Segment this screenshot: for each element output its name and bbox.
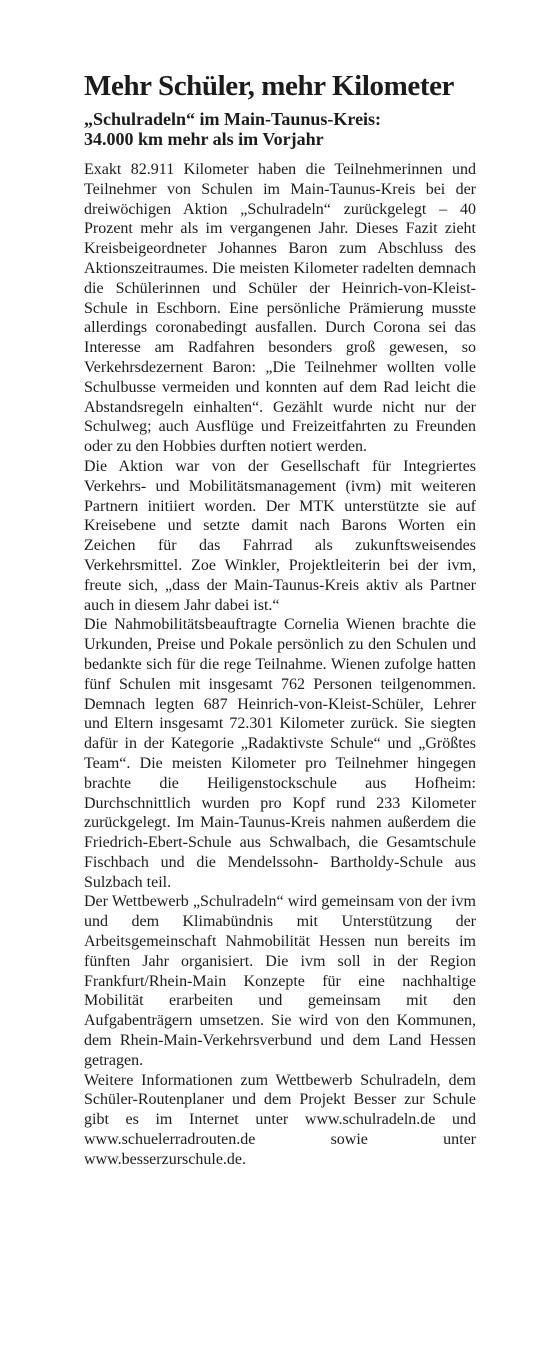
paragraph-5: Weitere Informationen zum Wettbewerb Schulradeln, dem Schüler-Routenplaner und dem Projekt Besser zur Schule gibt es im Internet unter www.schulradeln.de und www.schuelerradrouten.de sowie unter www.besserzurschule.de. bbox=[84, 1071, 476, 1168]
newspaper-article bbox=[84, 68, 476, 1170]
subheadline-line-1: „Schulradeln“ im Main-Taunus-Kreis: bbox=[84, 109, 382, 129]
paragraph-2: Die Aktion war von der Gesellschaft für Integriertes Verkehrs- und Mobilitätsmanagement (ivm) mit weiteren Partnern initiiert worden. Der MTK unterstützte sie auf Kreisebene und setzte damit nach Barons Worten ein Zeichen für das Fahrrad als zukunftsweisendes Verkehrsmittel. Zoe Winkler, Projektleiterin bei der ivm, freute sich, „dass der Main-Taunus-Kreis aktiv als Partner auch in diesem Jahr dabei ist.“ bbox=[84, 457, 476, 614]
article-subheadline bbox=[84, 109, 476, 149]
paragraph-4: Der Wettbewerb „Schulradeln“ wird gemeinsam von der ivm und dem Klimabündnis mit Unterstützung der Arbeitsgemeinschaft Nahmobilität Hessen nun bereits im fünften Jahr organisiert. Die ivm soll in der Region Frankfurt/Rhein-Main Konzepte für eine nachhaltige Mobilität erarbeiten und gemeinsam mit den Aufgabenträgern umsetzen. Sie wird von den Kommunen, dem Rhein-Main-Verkehrsverbund und dem Land Hessen getragen. bbox=[84, 893, 476, 1069]
subheadline-line-2: 34.000 km mehr als im Vorjahr bbox=[84, 129, 324, 149]
article-body bbox=[84, 160, 476, 1170]
paragraph-3: Die Nahmobilitätsbeauftragte Cornelia Wienen brachte die Urkunden, Preise und Pokale persönlich zu den Schulen und bedankte sich für die rege Teilnahme. Wienen zufolge hatten fünf Schulen mit insgesamt 762 Personen teilgenommen. Demnach legten 687 Heinrich-von-Kleist-Schüler, Lehrer und Eltern insgesamt 72.301 Kilometer zurück. Sie siegten dafür in der Kategorie „Radaktivste Schule“ und „Größtes Team“. Die meisten Kilometer pro Teilnehmer hingegen brachte die Heiligenstockschule aus Hofheim: Durchschnittlich wurden pro Kopf rund 233 Kilometer zurückgelegt. Im Main-Taunus-Kreis nahmen außerdem die Friedrich-Ebert-Schule aus Schwalbach, die Gesamtschule Fischbach und die Mendelssohn- Bartholdy-Schule aus Sulzbach teil. bbox=[84, 616, 476, 891]
article-headline: Mehr Schüler, mehr Kilometer bbox=[84, 70, 455, 102]
paragraph-1: Exakt 82.911 Kilometer haben die Teilnehmerinnen und Teilnehmer von Schulen im Main-Taunus-Kreis bei der dreiwöchigen Aktion „Schulradeln“ zurückgelegt – 40 Prozent mehr als im vergangenen Jahr. Dieses Fazit zieht Kreisbeigeordneter Johannes Baron zum Abschluss des Aktionszeitraumes. Die meisten Kilometer radelten demnach die Schülerinnen und Schüler der Heinrich-von-Kleist-Schule in Eschborn. Eine persönliche Prämierung musste allerdings coronabedingt ausfallen. Durch Corona sei das Interesse am Radfahren besonders groß gewesen, so Verkehrsdezernent Baron: „Die Teilnehmer wollten volle Schulbusse vermeiden und konnten auf dem Rad leicht die Abstandsregeln einhalten“. Gezählt wurde nicht nur der Schulweg; auch Ausflüge und Freizeitfahrten zu Freunden oder zu den Hobbies durften notiert werden. bbox=[84, 161, 476, 456]
